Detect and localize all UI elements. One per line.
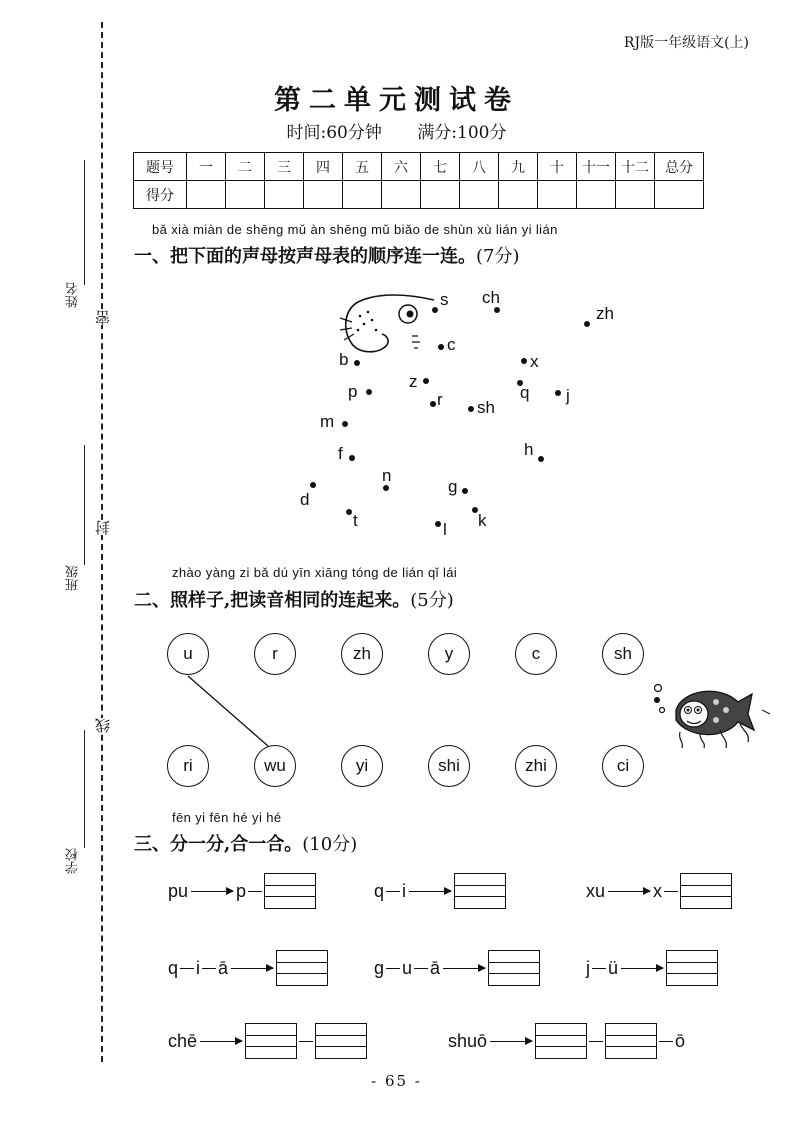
answer-box[interactable] — [535, 1023, 587, 1059]
col-6: 六 — [382, 153, 421, 181]
exercise-q-i-a — [168, 950, 328, 986]
dot-b[interactable] — [354, 360, 360, 366]
score-cell[interactable] — [460, 181, 499, 209]
dot-l[interactable] — [435, 521, 441, 527]
example-connect-line — [180, 670, 280, 750]
initial-x: x — [653, 880, 663, 901]
dash — [180, 968, 194, 969]
letter-q: q — [520, 383, 530, 402]
seal-feng: 封 — [94, 520, 112, 535]
col-4: 四 — [304, 153, 343, 181]
arrow-icon — [490, 1041, 532, 1042]
score-cell[interactable] — [538, 181, 577, 209]
col-1: 一 — [187, 153, 226, 181]
exam-info — [0, 118, 793, 143]
score-label: 得分 — [134, 181, 187, 209]
part-q: q — [374, 880, 385, 901]
dot-m[interactable] — [342, 421, 348, 427]
dot-d[interactable] — [310, 482, 316, 488]
dot-x[interactable] — [521, 358, 527, 364]
bottom-circle-ri[interactable]: ri — [167, 745, 209, 787]
fish-illustration — [650, 680, 775, 750]
section2-title — [134, 586, 454, 612]
letter-x: x — [530, 352, 539, 371]
time-limit: 时间:60分钟 — [286, 123, 382, 143]
school-label: 学校 — [66, 848, 81, 874]
arrow-icon — [608, 891, 650, 892]
bottom-circle-wu[interactable]: wu — [254, 745, 296, 787]
dot-c[interactable] — [438, 344, 444, 350]
score-cell[interactable] — [577, 181, 616, 209]
answer-box[interactable] — [245, 1023, 297, 1059]
part-q: q — [168, 957, 179, 978]
letter-d: d — [300, 490, 310, 509]
answer-box[interactable] — [680, 873, 732, 909]
name-label: 姓名 — [66, 282, 81, 308]
col-10: 十 — [538, 153, 577, 181]
exercise-xu — [586, 873, 732, 909]
score-cell[interactable] — [499, 181, 538, 209]
dash — [386, 968, 400, 969]
section1-title-text: 一、把下面的声母按声母表的顺序连一连。 — [134, 246, 476, 267]
dash — [248, 891, 262, 892]
dash — [592, 968, 606, 969]
dot-zh[interactable] — [584, 321, 590, 327]
col-total: 总分 — [655, 153, 704, 181]
col-11: 十一 — [577, 153, 616, 181]
section3-title — [134, 830, 357, 856]
section1-points: (7分) — [476, 246, 520, 267]
part-j: j — [586, 957, 590, 978]
seal-mi: 密 — [94, 310, 112, 325]
bottom-circle-ci[interactable]: ci — [602, 745, 644, 787]
question-number-label: 题号 — [134, 153, 187, 181]
bottom-circle-shi[interactable]: shi — [428, 745, 470, 787]
dinosaur-head-illustration — [338, 292, 440, 364]
dash — [589, 1041, 603, 1042]
page-title: 第二单元测试卷 — [274, 85, 519, 116]
col-3: 三 — [265, 153, 304, 181]
dot-s[interactable] — [432, 307, 438, 313]
col-2: 二 — [226, 153, 265, 181]
exercise-shuo — [448, 1023, 685, 1059]
answer-box[interactable] — [488, 950, 540, 986]
dot-t[interactable] — [346, 509, 352, 515]
exercise-pu — [168, 873, 316, 909]
dot-j[interactable] — [555, 390, 561, 396]
answer-box[interactable] — [454, 873, 506, 909]
letter-m: m — [320, 412, 335, 431]
top-circle-u[interactable]: u — [167, 633, 209, 675]
dot-r[interactable] — [430, 401, 436, 407]
letter-f: f — [338, 444, 343, 463]
top-circle-r[interactable]: r — [254, 633, 296, 675]
col-8: 八 — [460, 153, 499, 181]
score-cell[interactable] — [421, 181, 460, 209]
letter-p: p — [348, 382, 358, 401]
letter-b: b — [339, 350, 349, 369]
letter-z: z — [409, 372, 418, 391]
initial-p: p — [236, 880, 247, 901]
part-u-umlaut: ü — [608, 957, 619, 978]
section1-pinyin: bǎ xià miàn de shēng mǔ àn shēng mǔ biǎo de shùn xù lián yi lián — [152, 222, 558, 237]
arrow-icon — [191, 891, 233, 892]
section3-pinyin: fēn yi fēn hé yi hé — [172, 810, 282, 825]
score-cell[interactable] — [187, 181, 226, 209]
letter-s: s — [440, 290, 449, 309]
top-circle-c[interactable]: c — [515, 633, 557, 675]
part-u: u — [402, 957, 413, 978]
score-table — [133, 152, 704, 209]
class-blank[interactable] — [84, 445, 85, 565]
letter-k: k — [478, 511, 487, 530]
answer-box[interactable] — [605, 1023, 657, 1059]
dot-f[interactable] — [349, 455, 355, 461]
letter-g: g — [448, 477, 458, 496]
part-g: g — [374, 957, 385, 978]
dot-sh[interactable] — [468, 406, 474, 412]
score-cell-total[interactable] — [655, 181, 704, 209]
dash — [414, 968, 428, 969]
dot-g[interactable] — [462, 488, 468, 494]
col-5: 五 — [343, 153, 382, 181]
syllable-pu: pu — [168, 880, 189, 901]
col-7: 七 — [421, 153, 460, 181]
dot-z[interactable] — [423, 378, 429, 384]
dash — [659, 1041, 673, 1042]
letter-j: j — [566, 386, 570, 405]
col-9: 九 — [499, 153, 538, 181]
dash — [664, 891, 678, 892]
arrow-icon — [409, 891, 451, 892]
part-a: ā — [218, 957, 229, 978]
score-cell[interactable] — [265, 181, 304, 209]
dash — [386, 891, 400, 892]
section3-points: (10分) — [302, 834, 358, 855]
dash — [299, 1041, 313, 1042]
letter-n: n — [382, 466, 392, 485]
dot-h[interactable] — [538, 456, 544, 462]
arrow-icon — [200, 1041, 242, 1042]
section2-points: (5分) — [410, 590, 454, 611]
full-score: 满分:100分 — [417, 123, 507, 143]
letter-l: l — [443, 520, 447, 539]
name-blank[interactable] — [84, 160, 85, 285]
section1-title — [134, 242, 520, 268]
dash — [202, 968, 216, 969]
bottom-circle-zhi[interactable]: zhi — [515, 745, 557, 787]
book-edition-note: RJ版一年级语文(上) — [623, 35, 749, 51]
school-blank[interactable] — [84, 730, 85, 848]
answer-box[interactable] — [666, 950, 718, 986]
letter-sh: sh — [477, 398, 495, 417]
binding-dashed-line — [101, 22, 103, 1062]
dot-p[interactable] — [366, 389, 372, 395]
top-circle-zh[interactable]: zh — [341, 633, 383, 675]
letter-c: c — [447, 335, 456, 354]
score-cell[interactable] — [343, 181, 382, 209]
arrow-icon — [621, 968, 663, 969]
arrow-icon — [443, 968, 485, 969]
arrow-icon — [231, 968, 273, 969]
score-table-score-row — [134, 181, 704, 209]
letter-zh: zh — [596, 304, 614, 323]
answer-box[interactable] — [276, 950, 328, 986]
section2-title-text: 二、照样子,把读音相同的连起来。 — [134, 590, 411, 611]
syllable-shuo: shuō — [448, 1030, 488, 1051]
final-o: ō — [675, 1030, 686, 1051]
syllable-xu: xu — [586, 880, 606, 901]
letter-h: h — [524, 440, 534, 459]
letter-r: r — [437, 390, 443, 409]
part-i: i — [402, 880, 407, 901]
page-number: - 65 - — [371, 1072, 422, 1090]
score-table-header-row — [134, 153, 704, 181]
score-cell[interactable] — [226, 181, 265, 209]
exercise-j-u — [586, 950, 718, 986]
score-cell[interactable] — [304, 181, 343, 209]
exercise-che — [168, 1023, 367, 1059]
top-circle-y[interactable]: y — [428, 633, 470, 675]
syllable-che: chē — [168, 1030, 198, 1051]
section3-title-text: 三、分一分,合一合。 — [134, 834, 303, 855]
col-12: 十二 — [616, 153, 655, 181]
seal-xian: 线 — [94, 718, 112, 733]
exercise-g-u-a — [374, 950, 540, 986]
score-cell[interactable] — [382, 181, 421, 209]
bottom-circle-yi[interactable]: yi — [341, 745, 383, 787]
class-label: 班级 — [66, 565, 81, 591]
letter-ch: ch — [482, 288, 500, 307]
letter-t: t — [353, 511, 358, 530]
section2-pinyin: zhào yàng zi bǎ dú yīn xiāng tóng de lián qǐ lái — [172, 565, 458, 580]
top-circle-sh[interactable]: sh — [602, 633, 644, 675]
part-a: ā — [430, 957, 441, 978]
answer-box[interactable] — [264, 873, 316, 909]
part-i: i — [196, 957, 201, 978]
answer-box[interactable] — [315, 1023, 367, 1059]
exercise-q-i — [374, 873, 506, 909]
score-cell[interactable] — [616, 181, 655, 209]
